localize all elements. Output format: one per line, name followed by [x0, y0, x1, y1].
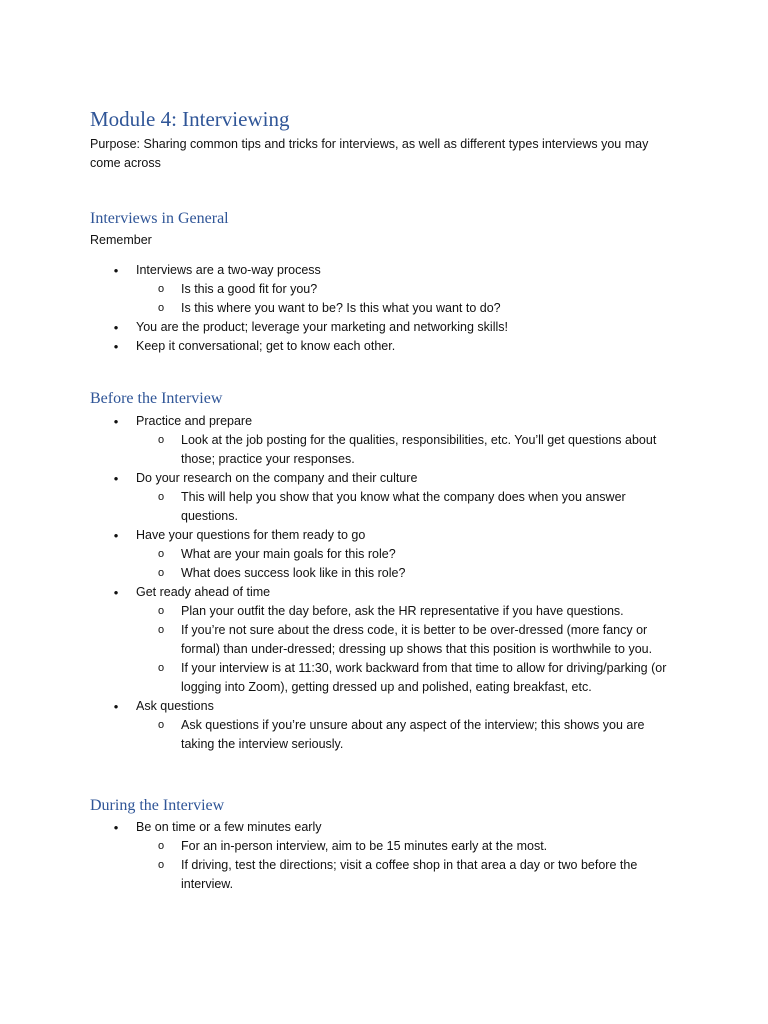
sub-bullet-icon: o: [157, 662, 165, 674]
list-item: • Be on time or a few minutes early: [0, 818, 768, 837]
sub-list-item: o If your interview is at 11:30, work backward from that time to allow for driving/parking (or logging into Zoom), getting dressed up and polished, eating breakfast, etc.: [157, 661, 667, 694]
bullet-icon: •: [113, 471, 119, 486]
sub-bullet-icon: o: [157, 548, 165, 560]
list-item: • Practice and prepare: [0, 412, 768, 431]
list-item: • Do your research on the company and their culture: [0, 469, 768, 488]
sub-bullet-icon: o: [157, 605, 165, 617]
list-item: • Get ready ahead of time: [0, 583, 768, 602]
remember-label: Remember: [90, 233, 152, 247]
sub-bullet-icon: o: [157, 567, 165, 579]
section-heading-before: Before the Interview: [90, 390, 223, 407]
bullet-icon: •: [113, 528, 119, 543]
sub-bullet-icon: o: [157, 434, 165, 446]
list-item: • You are the product; leverage your marketing and networking skills!: [0, 318, 768, 337]
bullet-icon: •: [113, 820, 119, 835]
general-list: [0, 261, 768, 356]
sub-list-item: o What are your main goals for this role?: [0, 545, 681, 564]
bullet-icon: •: [113, 263, 119, 278]
sub-list-item: o If you’re not sure about the dress code, it is better to be over-dressed (more fancy or formal) than under-dressed; dressing up shows that this position is worthwhile to you.: [157, 623, 653, 656]
sub-bullet-icon: o: [157, 624, 165, 636]
sub-bullet-icon: o: [157, 283, 165, 295]
section-heading-general: Interviews in General: [90, 210, 229, 227]
sub-list-item: o Is this a good fit for you?: [0, 280, 681, 299]
sub-bullet-icon: o: [157, 840, 165, 852]
list-item: • Keep it conversational; get to know each other.: [0, 337, 768, 356]
sub-bullet-icon: o: [157, 859, 165, 871]
sub-list-item: o Look at the job posting for the qualities, responsibilities, etc. You’ll get questions about those; practice your responses.: [157, 433, 657, 466]
list-item: • Interviews are a two-way process: [0, 261, 768, 280]
bullet-icon: •: [113, 320, 119, 335]
during-list: [0, 818, 768, 894]
list-item: • Have your questions for them ready to go: [0, 526, 768, 545]
purpose-text: Purpose: Sharing common tips and tricks for interviews, as well as different types interviews you may come across: [90, 137, 649, 170]
sub-list-item: o Plan your outfit the day before, ask the HR representative if you have questions.: [0, 602, 681, 621]
list-item: • Ask questions: [0, 697, 768, 716]
sub-bullet-icon: o: [157, 491, 165, 503]
bullet-icon: •: [113, 699, 119, 714]
sub-list-item: o Is this where you want to be? Is this what you want to do?: [0, 299, 681, 318]
sub-list-item: o What does success look like in this role?: [0, 564, 681, 583]
sub-list-item: o For an in-person interview, aim to be 15 minutes early at the most.: [0, 837, 681, 856]
bullet-icon: •: [113, 339, 119, 354]
sub-list-item: o This will help you show that you know what the company does when you answer questions.: [157, 490, 626, 523]
sub-list-item: o Ask questions if you’re unsure about any aspect of the interview; this shows you are taking the interview seriously.: [157, 718, 645, 751]
section-heading-during: During the Interview: [90, 797, 225, 814]
bullet-icon: •: [113, 585, 119, 600]
sub-bullet-icon: o: [157, 719, 165, 731]
sub-list-item: o If driving, test the directions; visit a coffee shop in that area a day or two before the interview.: [157, 858, 638, 891]
before-list: [0, 412, 768, 754]
page-title: Module 4: Interviewing: [90, 107, 290, 131]
sub-bullet-icon: o: [157, 302, 165, 314]
bullet-icon: •: [113, 414, 119, 429]
